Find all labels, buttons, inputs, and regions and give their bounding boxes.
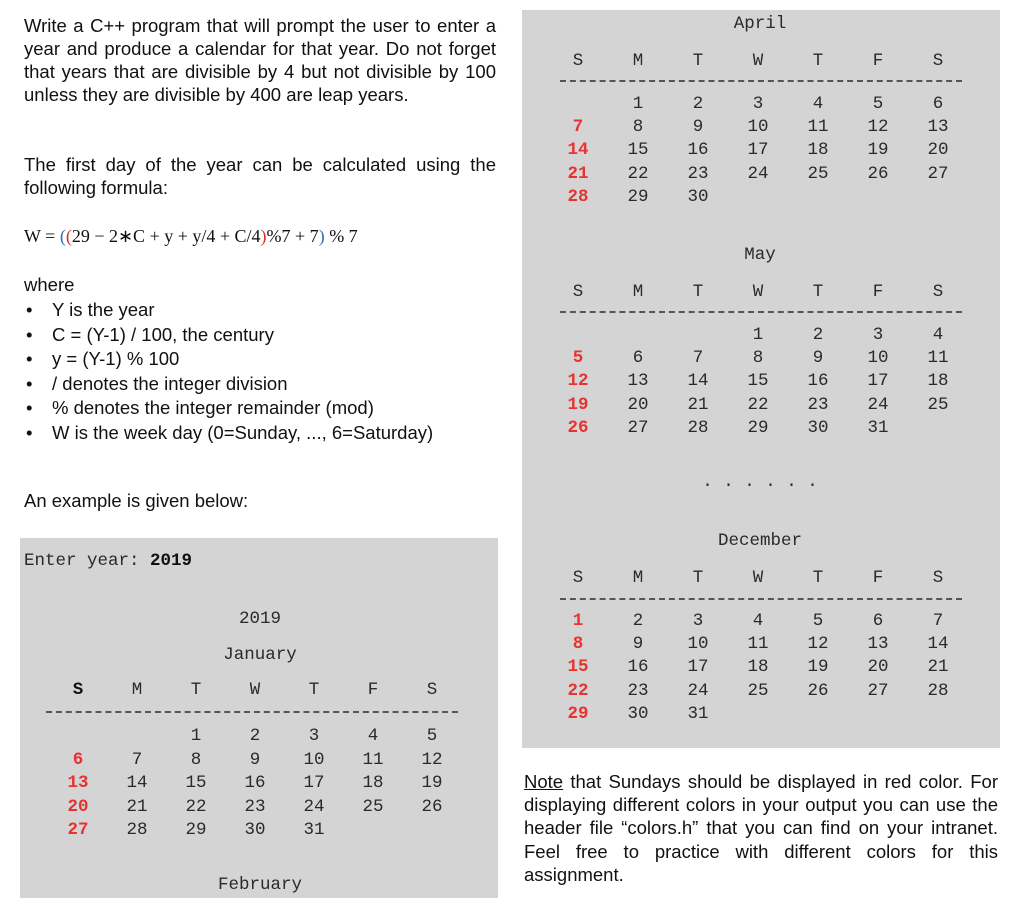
assignment-intro: Write a C++ program that will prompt the user to enter a year and produce a calendar for that year. Do not forget that years that are divisible by 4 but not divisible by 100 unless they are divisible by 400 are leap years. xyxy=(24,15,496,105)
calendar-date: 31 xyxy=(687,703,709,724)
dashed-divider xyxy=(560,598,962,600)
calendar-date: 23 xyxy=(627,680,649,701)
calendar-date: 6 xyxy=(872,611,884,631)
formula-open-outer: ( xyxy=(59,226,66,246)
calendar-date: 22 xyxy=(627,163,649,184)
calendar-date: 3 xyxy=(308,726,320,746)
calendar-date: 23 xyxy=(244,796,266,817)
calendar-date: 30 xyxy=(627,703,649,724)
sunday-date: 28 xyxy=(567,186,589,207)
calendar-date: 7 xyxy=(692,348,704,369)
month-title: February xyxy=(217,875,302,895)
list-item: • Y is the year xyxy=(24,298,433,323)
calendar-date: 20 xyxy=(627,394,649,415)
calendar-date: 3 xyxy=(692,611,704,631)
calendar-date: 25 xyxy=(747,680,769,701)
calendar-date: 17 xyxy=(303,773,325,794)
calendar-date: 18 xyxy=(927,371,949,392)
calendar-date: 28 xyxy=(927,680,949,701)
list-item: • W is the week day (0=Sunday, ..., 6=Saturday) xyxy=(24,421,433,446)
weekday-header: S xyxy=(572,568,584,588)
list-item: • % denotes the integer remainder (mod) xyxy=(24,396,433,421)
calendar-date: 12 xyxy=(867,117,889,138)
formula-open-inner: ( xyxy=(65,226,72,246)
dashed-divider xyxy=(560,80,962,82)
calendar-date: 5 xyxy=(812,611,824,631)
sunday-date: 26 xyxy=(567,417,589,438)
calendar-date: 5 xyxy=(426,726,438,746)
console-output-months xyxy=(522,10,1000,748)
calendar-date: 10 xyxy=(303,749,325,770)
sunday-date: 8 xyxy=(572,634,584,655)
calendar-date: 14 xyxy=(927,634,949,655)
weekday-header: F xyxy=(872,51,884,71)
calendar-date: 14 xyxy=(687,371,709,392)
calendar-date: 17 xyxy=(687,657,709,678)
month-title: May xyxy=(744,245,776,265)
weekday-header: W xyxy=(249,680,261,700)
sunday-date: 6 xyxy=(72,749,84,770)
calendar-date: 31 xyxy=(303,820,325,841)
bullet-icon: • xyxy=(26,299,33,320)
bullet-icon: • xyxy=(26,421,33,443)
calendar-date: 8 xyxy=(632,117,644,138)
calendar-date: 15 xyxy=(185,773,207,794)
console-output-january xyxy=(20,538,498,898)
weekday-header: T xyxy=(308,680,320,700)
calendar-date: 11 xyxy=(927,348,949,369)
calendar-date: 6 xyxy=(932,94,944,114)
sunday-date: 20 xyxy=(67,796,89,817)
calendar-date: 9 xyxy=(632,634,644,655)
calendar-date: 14 xyxy=(126,773,148,794)
calendar-date: 27 xyxy=(867,680,889,701)
calendar-date: 9 xyxy=(692,117,704,138)
calendar-date: 10 xyxy=(747,117,769,138)
calendar-date: 1 xyxy=(752,325,764,345)
weekday-header: S xyxy=(932,568,944,588)
calendar-date: 4 xyxy=(932,325,944,345)
calendar-date: 24 xyxy=(747,163,769,184)
formula-suffix: % 7 xyxy=(324,226,358,246)
calendar-date: 7 xyxy=(932,611,944,631)
weekday-header: T xyxy=(812,51,824,71)
calendar-date: 22 xyxy=(185,796,207,817)
calendar-date: 25 xyxy=(362,796,384,817)
calendar-date: 22 xyxy=(747,394,769,415)
formula-close-inner: ) xyxy=(260,226,267,246)
weekday-header: M xyxy=(632,282,644,302)
calendar-date: 23 xyxy=(807,394,829,415)
calendar-date: 19 xyxy=(867,140,889,161)
month-title: January xyxy=(223,645,297,665)
calendar-date: 26 xyxy=(867,163,889,184)
weekday-formula xyxy=(24,226,358,247)
weekday-header: S xyxy=(426,680,438,700)
calendar-date: 13 xyxy=(927,117,949,138)
list-item: • C = (Y-1) / 100, the century xyxy=(24,323,433,348)
calendar-date: 25 xyxy=(807,163,829,184)
sunday-date: 19 xyxy=(567,394,589,415)
calendar-date: 8 xyxy=(190,749,202,770)
formula-prefix: W = xyxy=(24,226,60,246)
calendar-date: 27 xyxy=(627,417,649,438)
calendar-date: 29 xyxy=(747,417,769,438)
calendar-date: 18 xyxy=(747,657,769,678)
bullet-icon: • xyxy=(26,397,33,419)
formula-close-outer: ) xyxy=(318,226,325,246)
calendar-date: 27 xyxy=(927,163,949,184)
sunday-date: 29 xyxy=(567,703,589,724)
calendar-date: 1 xyxy=(632,94,644,114)
calendar-date: 12 xyxy=(807,634,829,655)
weekday-header: M xyxy=(632,51,644,71)
calendar-date: 29 xyxy=(627,186,649,207)
calendar-date: 30 xyxy=(687,186,709,207)
weekday-header: T xyxy=(692,568,704,588)
dashed-divider xyxy=(46,711,458,713)
bullet-icon: • xyxy=(26,348,33,370)
weekday-header: S xyxy=(932,51,944,71)
weekday-header: S xyxy=(572,282,584,302)
calendar-date: 9 xyxy=(249,749,261,770)
list-item: • y = (Y-1) % 100 xyxy=(24,347,433,372)
calendar-date: 17 xyxy=(747,140,769,161)
year-prompt xyxy=(24,551,192,571)
note-paragraph xyxy=(524,770,998,886)
weekday-header: T xyxy=(190,680,202,700)
formula-body: 29 − 2∗C + y + y/4 + C/4 xyxy=(71,226,261,246)
calendar-date: 6 xyxy=(632,348,644,369)
calendar-date: 10 xyxy=(867,348,889,369)
calendar-date: 11 xyxy=(747,634,769,655)
calendar-date: 28 xyxy=(126,820,148,841)
list-item: • / denotes the integer division xyxy=(24,372,433,397)
calendar-date: 16 xyxy=(244,773,266,794)
sunday-date: 14 xyxy=(567,140,589,161)
dashed-divider xyxy=(560,311,962,313)
calendar-date: 4 xyxy=(812,94,824,114)
sunday-date: 21 xyxy=(567,163,589,184)
calendar-date: 18 xyxy=(807,140,829,161)
formula-intro: The first day of the year can be calculated using the following formula: xyxy=(24,154,496,198)
calendar-date: 24 xyxy=(867,394,889,415)
calendar-date: 3 xyxy=(752,94,764,114)
calendar-date: 2 xyxy=(632,611,644,631)
weekday-header: T xyxy=(692,51,704,71)
ellipsis: . . . . . . xyxy=(702,472,818,492)
calendar-date: 7 xyxy=(131,749,143,770)
calendar-date: 13 xyxy=(627,371,649,392)
note-text: that Sundays should be displayed in red color. For displaying different colors in your output you can use the header file “colors.h” that you can find on your intranet. Feel free to practice with different colors for this assignment. xyxy=(524,771,998,885)
calendar-date: 2 xyxy=(692,94,704,114)
calendar-date: 30 xyxy=(244,820,266,841)
calendar-date: 15 xyxy=(747,371,769,392)
calendar-date: 5 xyxy=(872,94,884,114)
calendar-date: 10 xyxy=(687,634,709,655)
sunday-date: 15 xyxy=(567,657,589,678)
calendar-date: 9 xyxy=(812,348,824,369)
weekday-header: F xyxy=(367,680,379,700)
calendar-date: 24 xyxy=(687,680,709,701)
note-lead: Note xyxy=(524,771,564,792)
sunday-date: 1 xyxy=(572,611,584,631)
weekday-header: M xyxy=(632,568,644,588)
calendar-date: 8 xyxy=(752,348,764,369)
example-label: An example is given below: xyxy=(24,490,249,511)
where-label: where xyxy=(24,274,75,295)
weekday-header: F xyxy=(872,282,884,302)
weekday-header: F xyxy=(872,568,884,588)
calendar-date: 20 xyxy=(867,657,889,678)
calendar-date: 25 xyxy=(927,394,949,415)
sunday-date: 12 xyxy=(567,371,589,392)
calendar-date: 24 xyxy=(303,796,325,817)
calendar-date: 13 xyxy=(867,634,889,655)
prompt-text: Enter year: xyxy=(24,551,151,571)
calendar-date: 21 xyxy=(687,394,709,415)
weekday-header: S xyxy=(572,51,584,71)
calendar-date: 2 xyxy=(812,325,824,345)
weekday-header: T xyxy=(692,282,704,302)
calendar-date: 2 xyxy=(249,726,261,746)
calendar-date: 16 xyxy=(687,140,709,161)
calendar-date: 19 xyxy=(807,657,829,678)
calendar-date: 16 xyxy=(627,657,649,678)
bullet-icon: • xyxy=(26,323,33,345)
definitions-list xyxy=(24,298,433,446)
weekday-header: W xyxy=(752,282,764,302)
calendar-date: 28 xyxy=(687,417,709,438)
calendar-date: 3 xyxy=(872,325,884,345)
calendar-date: 11 xyxy=(362,749,384,770)
calendar-date: 31 xyxy=(867,417,889,438)
weekday-header: M xyxy=(131,680,143,700)
calendar-date: 16 xyxy=(807,371,829,392)
calendar-date: 1 xyxy=(190,726,202,746)
calendar-date: 4 xyxy=(752,611,764,631)
calendar-date: 30 xyxy=(807,417,829,438)
bullet-icon: • xyxy=(26,372,33,394)
calendar-date: 4 xyxy=(367,726,379,746)
calendar-date: 29 xyxy=(185,820,207,841)
month-title: December xyxy=(717,531,802,551)
weekday-header: S xyxy=(932,282,944,302)
formula-mid: %7 + 7 xyxy=(266,226,319,246)
month-title: April xyxy=(733,14,787,34)
calendar-year: 2019 xyxy=(238,609,281,629)
calendar-date: 17 xyxy=(867,371,889,392)
sunday-date: 7 xyxy=(572,117,584,138)
calendar-date: 21 xyxy=(126,796,148,817)
calendar-date: 20 xyxy=(927,140,949,161)
calendar-date: 23 xyxy=(687,163,709,184)
prompt-input-value: 2019 xyxy=(150,551,193,571)
weekday-header: T xyxy=(812,568,824,588)
sunday-date: 22 xyxy=(567,680,589,701)
calendar-date: 26 xyxy=(807,680,829,701)
sunday-date: 27 xyxy=(67,820,89,841)
calendar-date: 21 xyxy=(927,657,949,678)
calendar-date: 11 xyxy=(807,117,829,138)
weekday-header: S xyxy=(72,680,84,700)
weekday-header: W xyxy=(752,568,764,588)
calendar-date: 15 xyxy=(627,140,649,161)
weekday-header: T xyxy=(812,282,824,302)
calendar-date: 12 xyxy=(421,749,443,770)
sunday-date: 5 xyxy=(572,348,584,369)
calendar-date: 19 xyxy=(421,773,443,794)
calendar-date: 26 xyxy=(421,796,443,817)
weekday-header: W xyxy=(752,51,764,71)
calendar-date: 18 xyxy=(362,773,384,794)
sunday-date: 13 xyxy=(67,773,89,794)
